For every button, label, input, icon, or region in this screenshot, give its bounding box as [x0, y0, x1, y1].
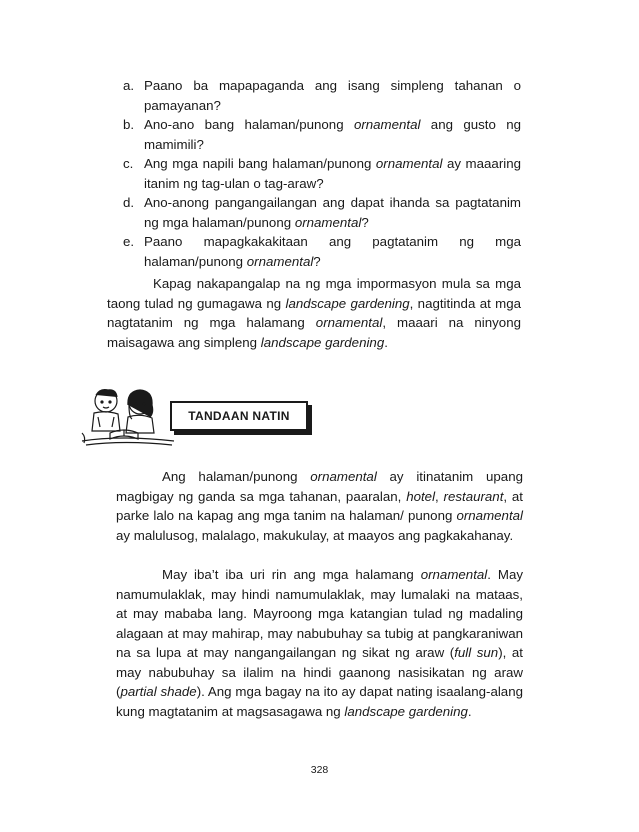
- question-italic-term: ornamental: [294, 214, 362, 230]
- question-text: ?: [313, 253, 321, 269]
- question-item: [123, 232, 521, 271]
- paragraph-ornamental-types: [116, 565, 523, 721]
- paragraph2-text: , at parke lalo na kapag ang mga tanim na halaman/ punong: [116, 488, 523, 523]
- question-letter: b.: [123, 117, 135, 132]
- tandaan-natin-banner: [170, 401, 308, 431]
- banner-label: TANDAAN NATIN: [188, 409, 290, 423]
- question-italic-term: ornamental: [353, 117, 421, 132]
- paragraph3-italic-term: full sun: [454, 645, 499, 660]
- question-italic-term: ornamental: [246, 253, 314, 269]
- paragraph2-text: ay malulusog, malalago, makukulay, at maayos ang pagkakahanay.: [116, 527, 514, 543]
- children-reading-illustration: [80, 383, 176, 447]
- paragraph3-text: . May namumulaklak, may hindi namumulaklak, may lumalaki na mataas, at may mababa lang. Mayroong mga katangian tulad ng madaling alagaan at may mahirap, may nabubuhay sa tubig at pangkaraniwan na sa lupa at may nangangailangan ng sikat ng araw (: [116, 567, 523, 660]
- question-list: [123, 76, 521, 271]
- question-letter: a.: [123, 78, 135, 93]
- paragraph1-italic-term: landscape gardening: [285, 295, 410, 311]
- question-text: Ano-anong pangangailangan ang dapat ihanda sa pagtatanim ng mga halaman/punong: [144, 195, 521, 230]
- paragraph2-italic-term: ornamental: [456, 508, 523, 523]
- question-text: [144, 193, 521, 232]
- paragraph3-text: .: [467, 703, 472, 719]
- page-number: 328: [310, 764, 329, 776]
- question-letter: d.: [123, 195, 135, 210]
- paragraph1-italic-term: ornamental: [315, 315, 383, 330]
- paragraph2-text: ,: [435, 488, 444, 504]
- paragraph2-text: Ang halaman/punong: [162, 469, 311, 484]
- question-letter: e.: [123, 234, 135, 249]
- question-text: [144, 115, 521, 154]
- question-text: ay maaaring itanim ng tag-ulan o tag-araw?: [144, 156, 521, 191]
- question-item: [123, 76, 521, 115]
- question-text: ang gusto ng mamimili?: [144, 117, 521, 152]
- question-text: [144, 154, 521, 193]
- paragraph3-text: May iba’t iba uri rin ang mga halamang: [162, 567, 421, 582]
- paragraph3-text: ), at may nabubuhay sa ilalim na hindi gaanong nasisikatan ng araw (: [116, 645, 523, 699]
- question-item: [123, 115, 521, 154]
- paragraph1-italic-term: landscape gardening: [260, 334, 385, 350]
- paragraph3-italic-term: ornamental: [420, 567, 488, 582]
- question-item: [123, 193, 521, 232]
- question-item: [123, 154, 521, 193]
- paragraph3-text: ). Ang mga bagay na ito ay dapat nating isaalang-alang kung magtatanim at magsasagawa ng: [116, 684, 523, 719]
- question-letter: c.: [123, 156, 134, 171]
- paragraph-ornamental-purpose: [116, 467, 523, 545]
- question-text: Paano ba mapapaganda ang isang simpleng tahanan o pamayanan?: [144, 78, 521, 113]
- question-text: Ang mga napili bang halaman/punong: [144, 156, 376, 171]
- paragraph3-italic-term: landscape gardening: [344, 703, 468, 719]
- paragraph-intro: [107, 274, 521, 352]
- paragraph2-italic-term: hotel: [406, 488, 436, 504]
- question-italic-term: ornamental: [375, 156, 443, 171]
- question-text: Ano-ano bang halaman/punong: [144, 117, 354, 132]
- paragraph3-italic-term: partial shade: [120, 684, 197, 699]
- paragraph2-italic-term: restaurant: [443, 488, 504, 504]
- paragraph1-text: Kapag nakapangalap na ng mga impormasyon mula sa mga taong tulad ng gumagawa ng: [107, 276, 521, 311]
- paragraph1-text: , maaari na ninyong maisagawa ang simpleng: [107, 315, 521, 350]
- question-text: Paano mapagkakakitaan ang pagtatanim ng mga halaman/punong: [144, 234, 521, 269]
- question-text: [144, 76, 521, 115]
- question-text: ?: [361, 214, 369, 230]
- paragraph1-text: , nagtitinda at mga nagtatanim ng mga halamang: [107, 295, 521, 330]
- paragraph2-text: ay itinatanim upang magbigay ng ganda sa mga tahanan, paaralan,: [116, 469, 523, 504]
- question-text: [144, 232, 521, 271]
- paragraph2-italic-term: ornamental: [310, 469, 377, 484]
- paragraph1-text: .: [384, 334, 388, 350]
